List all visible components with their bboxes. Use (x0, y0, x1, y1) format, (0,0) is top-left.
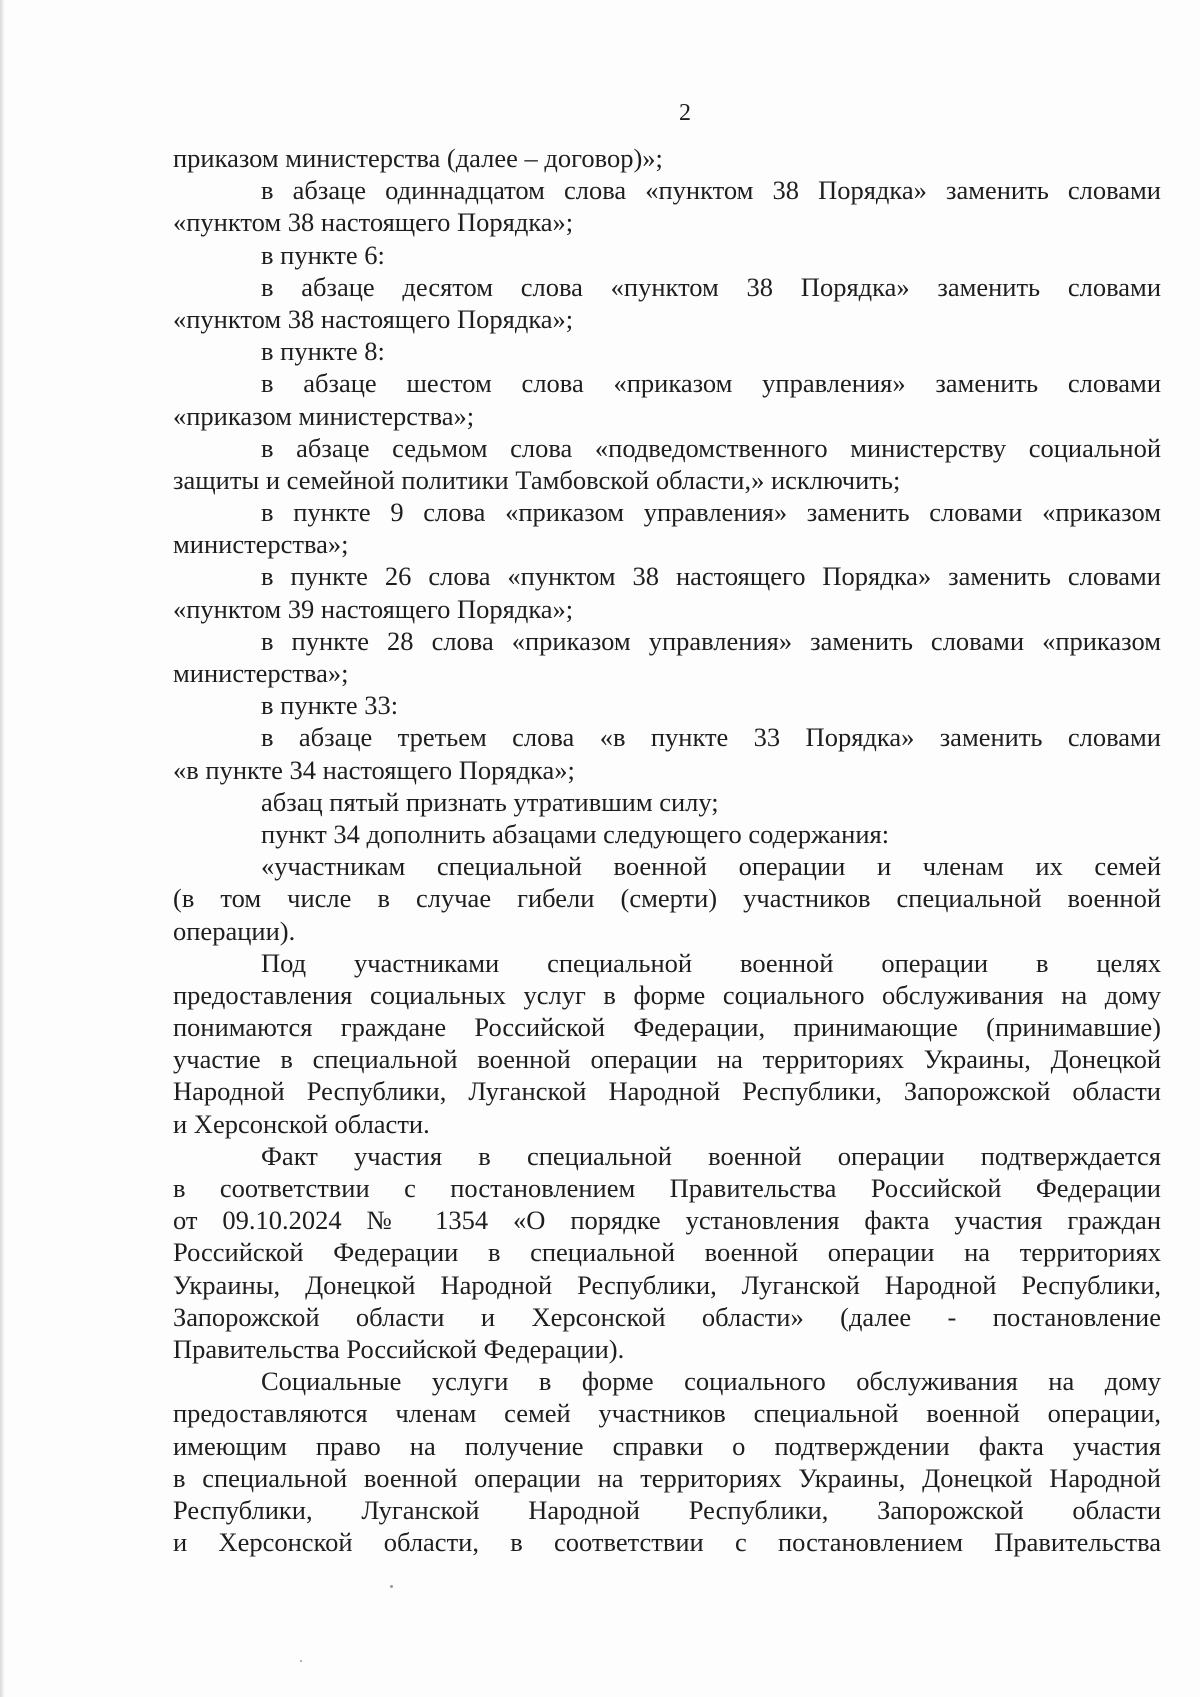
text-line: «пунктом 38 настоящего Порядка»; (173, 207, 574, 238)
text-line: участие в специальной военной операции на территориях Украины, Донецкой (173, 1044, 1161, 1075)
text-line: имеющим право на получение справки о подтверждении факта участия (173, 1430, 1161, 1461)
text-line: защиты и семейной политики Тамбовской области,» исключить; (173, 464, 901, 495)
text-line: «пунктом 38 настоящего Порядка»; (173, 303, 574, 334)
text-line: «пунктом 39 настоящего Порядка»; (173, 593, 574, 624)
text-line: предоставляются членам семей участников специальной военной операции, (173, 1398, 1161, 1429)
text-line: в пункте 26 слова «пунктом 38 настоящего Порядка» заменить словами (261, 561, 1161, 592)
text-line: Российской Федерации в специальной военной операции на территориях (173, 1237, 1161, 1268)
text-line: операции). (173, 915, 296, 946)
text-line: в пункте 6: (261, 239, 385, 270)
text-line: в пункте 33: (261, 690, 399, 721)
scan-speck (300, 1660, 302, 1662)
text-line: и Херсонской области, в соответствии с постановлением Правительства (173, 1527, 1161, 1558)
text-line: Народной Республики, Луганской Народной Республики, Запорожской области (173, 1076, 1161, 1107)
text-line: пункт 34 дополнить абзацами следующего содержания: (261, 818, 890, 849)
text-line: Правительства Российской Федерации). (173, 1333, 625, 1364)
text-line: в соответствии с постановлением Правительства Российской Федерации (173, 1173, 1161, 1203)
text-line: Республики, Луганской Народной Республики, Запорожской области (173, 1494, 1161, 1525)
text-line: от 09.10.2024 № 1354 «О порядке установления факта участия граждан (173, 1205, 1161, 1236)
text-line: Под участниками специальной военной операции в целях (261, 947, 1161, 978)
text-line: Социальные услуги в форме социального обслуживания на дому (261, 1366, 1161, 1397)
text-line: в абзаце одиннадцатом слова «пунктом 38 Порядка» заменить словами (261, 175, 1161, 206)
text-line: предоставления социальных услуг в форме социального обслуживания на дому (173, 979, 1161, 1010)
text-line: и Херсонской области. (173, 1108, 430, 1139)
text-line: министерства»; (173, 658, 349, 688)
scan-speck (390, 1585, 393, 1588)
text-line: в пункте 9 слова «приказом управления» заменить словами «приказом (261, 497, 1161, 528)
text-line: «участникам специальной военной операции и членам их семей (261, 851, 1161, 882)
text-line: в абзаце третьем слова «в пункте 33 Порядка» заменить словами (261, 722, 1161, 753)
text-line: в абзаце седьмом слова «подведомственного министерству социальной (261, 432, 1161, 463)
text-line: «приказом министерства»; (173, 400, 475, 431)
text-line: в пункте 28 слова «приказом управления» заменить словами «приказом (261, 625, 1161, 656)
text-line: министерства»; (173, 529, 349, 560)
document-body (173, 142, 1161, 1558)
text-line: Украины, Донецкой Народной Республики, Луганской Народной Республики, (173, 1269, 1161, 1300)
text-line: Факт участия в специальной военной операции подтверждается (261, 1140, 1161, 1171)
text-line: «в пункте 34 настоящего Порядка»; (173, 754, 575, 785)
text-line: в специальной военной операции на территориях Украины, Донецкой Народной (173, 1462, 1161, 1493)
text-line: Запорожской области и Херсонской области» (далее - постановление (173, 1301, 1161, 1332)
text-line: в абзаце шестом слова «приказом управления» заменить словами (261, 368, 1161, 399)
text-line: в пункте 8: (261, 336, 385, 367)
text-line: понимаются граждане Российской Федерации, принимающие (принимавшие) (173, 1012, 1161, 1043)
page-number: 2 (679, 100, 691, 126)
text-line: абзац пятый признать утратившим силу; (261, 786, 719, 817)
text-line: в абзаце десятом слова «пунктом 38 Порядка» заменить словами (261, 271, 1161, 302)
text-line: приказом министерства (далее – договор)»; (173, 143, 663, 173)
text-line: (в том числе в случае гибели (смерти) участников специальной военной (173, 883, 1161, 914)
scan-edge-shadow (0, 0, 5, 1697)
